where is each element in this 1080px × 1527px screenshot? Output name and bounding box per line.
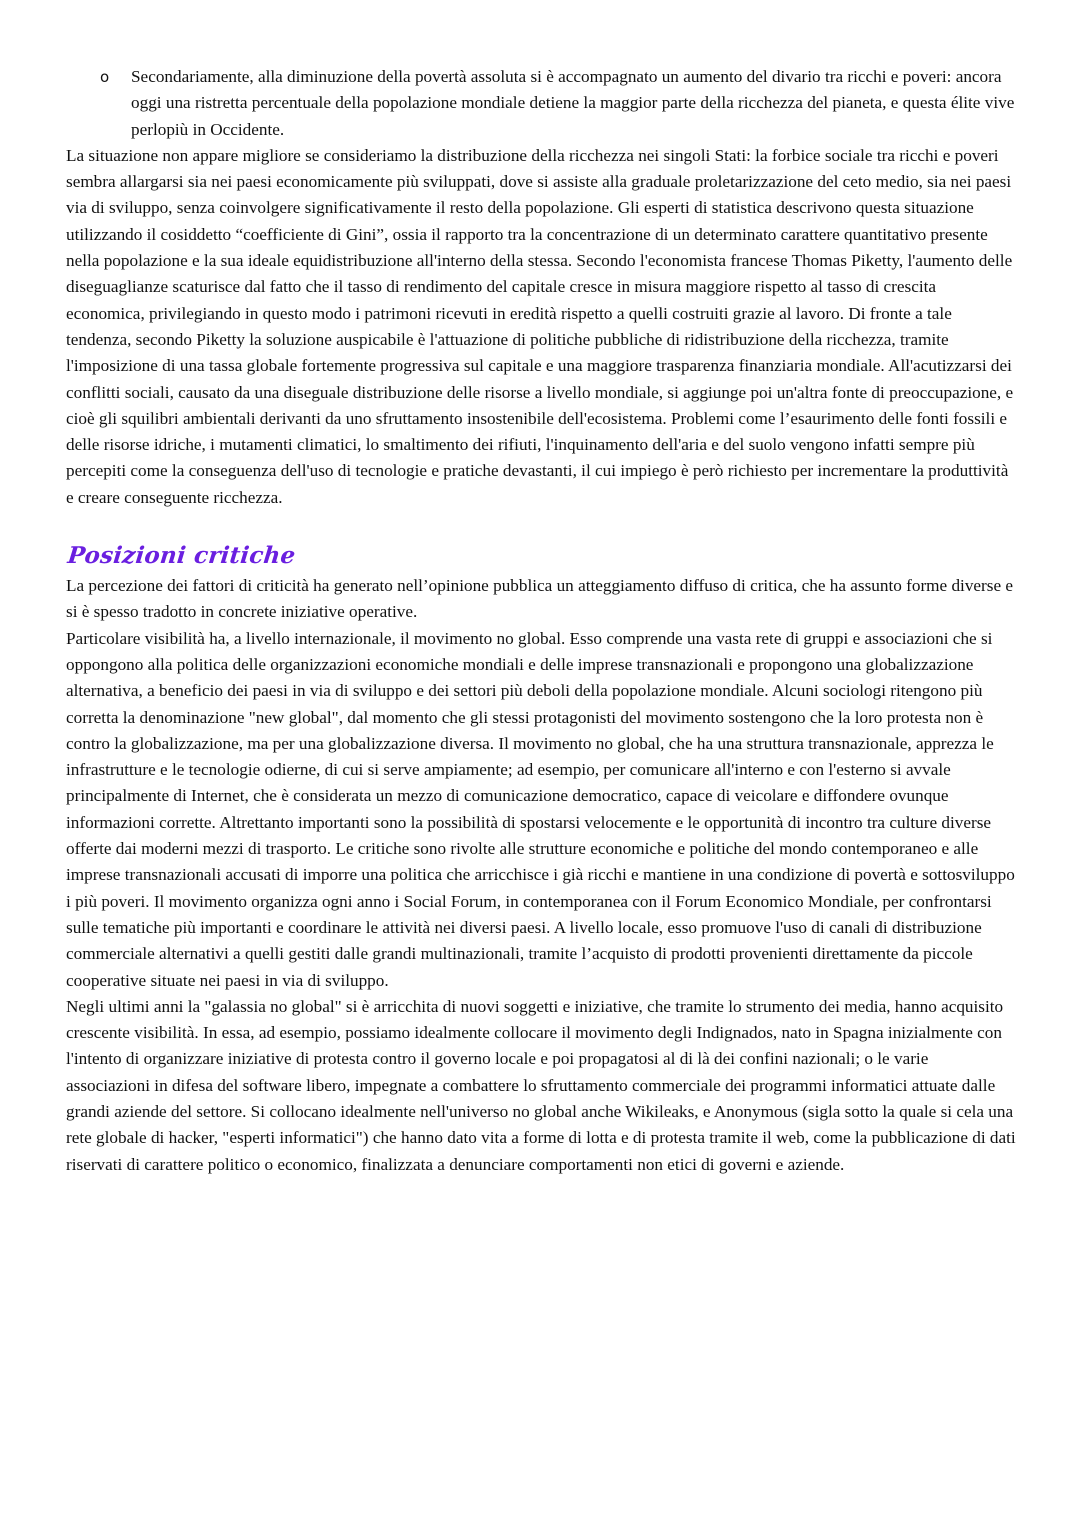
bullet-text: Secondariamente, alla diminuzione della povertà assoluta si è accompagnato un aumento del divario tra ricchi e poveri: ancora oggi una ristretta percentuale della popolazione mondiale detiene la maggior parte della ricchezza del pianeta, e questa élite vive perlopiù in Occidente.	[131, 67, 1015, 139]
section-heading: Posizioni critiche	[66, 542, 297, 570]
bullet-item	[100, 64, 1016, 143]
paragraph-inequality: La situazione non appare migliore se consideriamo la distribuzione della ricchezza nei singoli Stati: la forbice sociale tra ricchi e poveri sembra allargarsi sia nei paesi economicamente più sviluppati, dove si assiste alla graduale proletarizzazione del ceto medio, sia nei paesi via di sviluppo, senza coinvolgere significativamente il resto della popolazione. Gli esperti di statistica descrivono questa situazione utilizzando il cosiddetto “coefficiente di Gini”, ossia il rapporto tra la concentrazione di un determinato carattere quantitativo presente nella popolazione e la sua ideale equidistribuzione all'interno della stessa. Secondo l'economista francese Thomas Piketty, l'aumento delle diseguaglianze scaturisce dal fatto che il tasso di rendimento del capitale cresce in misura maggiore rispetto al tasso di crescita economica, privilegiando in questo modo i patrimoni ricevuti in eredità rispetto a quelli costruiti grazie al lavoro. Di fronte a tale tendenza, secondo Piketty la soluzione auspicabile è l'attuazione di politiche pubbliche di ridistribuzione della ricchezza, tramite l'imposizione di una tassa globale fortemente progressiva sul capitale e una maggiore trasparenza finanziaria mondiale. All'acutizzarsi dei conflitti sociali, causato da una diseguale distribuzione delle risorse a livello mondiale, si aggiunge poi un'altra fonte di preoccupazione, e cioè gli squilibri ambientali derivanti da uno sfruttamento insostenibile dell'ecosistema. Problemi come l’esaurimento delle fonti fossili e delle risorse idriche, i mutamenti climatici, lo smaltimento dei rifiuti, l'inquinamento dell'aria e del suolo vengono infatti sempre più percepiti come la conseguenza dell'uso di tecnologie e pratiche devastanti, il cui impiego è però richiesto per incrementare la produttività e creare conseguente ricchezza.	[66, 145, 1014, 507]
section-heading-wrap	[66, 539, 1016, 573]
document-page	[66, 64, 1016, 1178]
bullet-marker: o	[100, 68, 110, 86]
paragraph-perception: La percezione dei fattori di criticità ha generato nell’opinione pubblica un atteggiamento diffuso di critica, che ha assunto forme diverse e si è spesso tradotto in concrete iniziative operative.	[66, 576, 1014, 622]
paragraph-galassia: Negli ultimi anni la "galassia no global" si è arricchita di nuovi soggetti e iniziative, che tramite lo strumento dei media, hanno acquisito crescente visibilità. In essa, ad esempio, possiamo idealmente collocare il movimento degli Indignados, nato in Spagna inizialmente con l'intento di organizzare iniziative di protesta contro il governo locale e poi propagatosi al di là dei confini nazionali; o le varie associazioni in difesa del software libero, impegnate a combattere lo sfruttamento commerciale dei programmi informatici attuate dalle grandi aziende del settore. Si collocano idealmente nell'universo no global anche Wikileaks, e Anonymous (sigla sotto la quale si cela una rete globale di hacker, "esperti informatici") che hanno dato vita a forme di lotta e di protesta tramite il web, come la pubblicazione di dati riservati di carattere politico o economico, finalizzata a denunciare comportamenti non etici di governi e aziende.	[66, 996, 1016, 1174]
paragraph-no-global: Particolare visibilità ha, a livello internazionale, il movimento no global. Esso comprende una vasta rete di gruppi e associazioni che si oppongono alla politica delle organizzazioni economiche mondiali e delle imprese transnazionali e propongono una globalizzazione alternativa, a beneficio dei paesi in via di sviluppo e dei settori più deboli della popolazione mondiale. Alcuni sociologi ritengono più corretta la denominazione "new global", dal momento che gli stessi protagonisti del movimento sostengono che la loro protesta non è contro la globalizzazione, ma per una globalizzazione diversa. Il movimento no global, che ha una struttura transnazionale, apprezza le infrastrutture e le tecnologie odierne, di cui si serve ampiamente; ad esempio, per comunicare all'interno e con l'esterno si avvale principalmente di Internet, che è considerata un mezzo di comunicazione democratico, capace di veicolare e diffondere ovunque informazioni corrette. Altrettanto importanti sono la possibilità di spostarsi velocemente e le opportunità di incontro tra culture diverse offerte dai moderni mezzi di trasporto. Le critiche sono rivolte alle strutture economiche e politiche del mondo contemporaneo e alle imprese transnazionali accusati di imporre una politica che arricchisce i già ricchi e mantiene in una condizione di povertà e sottosviluppo i più poveri. Il movimento organizza ogni anno i Social Forum, in contemporanea con il Forum Economico Mondiale, per confrontarsi sulle tematiche più importanti e coordinare le attività nei diversi paesi. A livello locale, esso promuove l'uso di canali di distribuzione commerciale alternativi a quelli gestiti dalle grandi multinazionali, tramite l’acquisto di prodotti provenienti direttamente da piccole cooperative situate nei paesi in via di sviluppo.	[66, 628, 1015, 990]
